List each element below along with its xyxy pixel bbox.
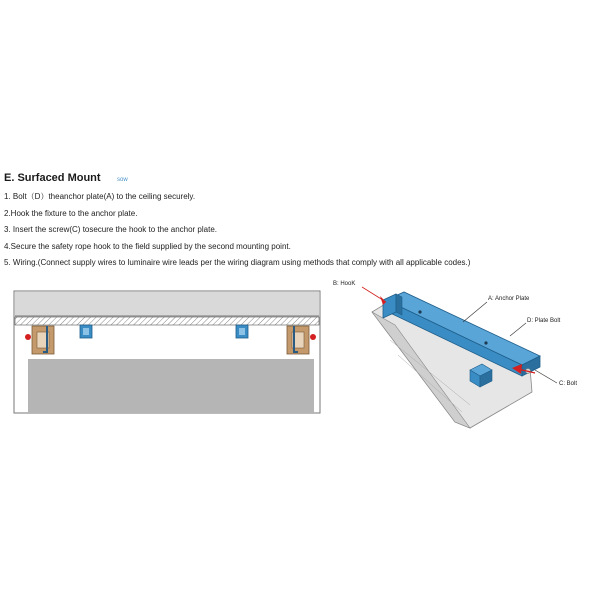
label-bolt: C: Bolt	[559, 381, 578, 387]
plate-bolt-leader	[510, 323, 526, 336]
label-hook: B: HooK	[333, 281, 356, 287]
bolt-leader	[535, 370, 557, 383]
step-4: 4.Secure the safety rope hook to the field supplied by the second mounting point.	[4, 241, 291, 251]
step-3: 3. Insert the screw(C) tosecure the hook to the anchor plate.	[4, 225, 217, 234]
label-anchor-plate: A: Anchor Plate	[488, 296, 530, 302]
step-2: 2.Hook the fixture to the anchor plate.	[4, 208, 138, 218]
anchor-plate-leader	[463, 302, 487, 322]
section-tag: sow	[117, 177, 128, 183]
step-5: 5. Wiring.(Connect supply wires to luminaire wire leads per the wiring diagram using methods that comply with all applicable codes.)	[4, 258, 471, 267]
step-1: 1. Bolt（D）theanchor plate(A) to the ceiling securely.	[4, 192, 196, 201]
label-plate-bolt: D: Plate Bolt	[527, 318, 561, 324]
section-title: E. Surfaced Mount	[4, 172, 101, 184]
